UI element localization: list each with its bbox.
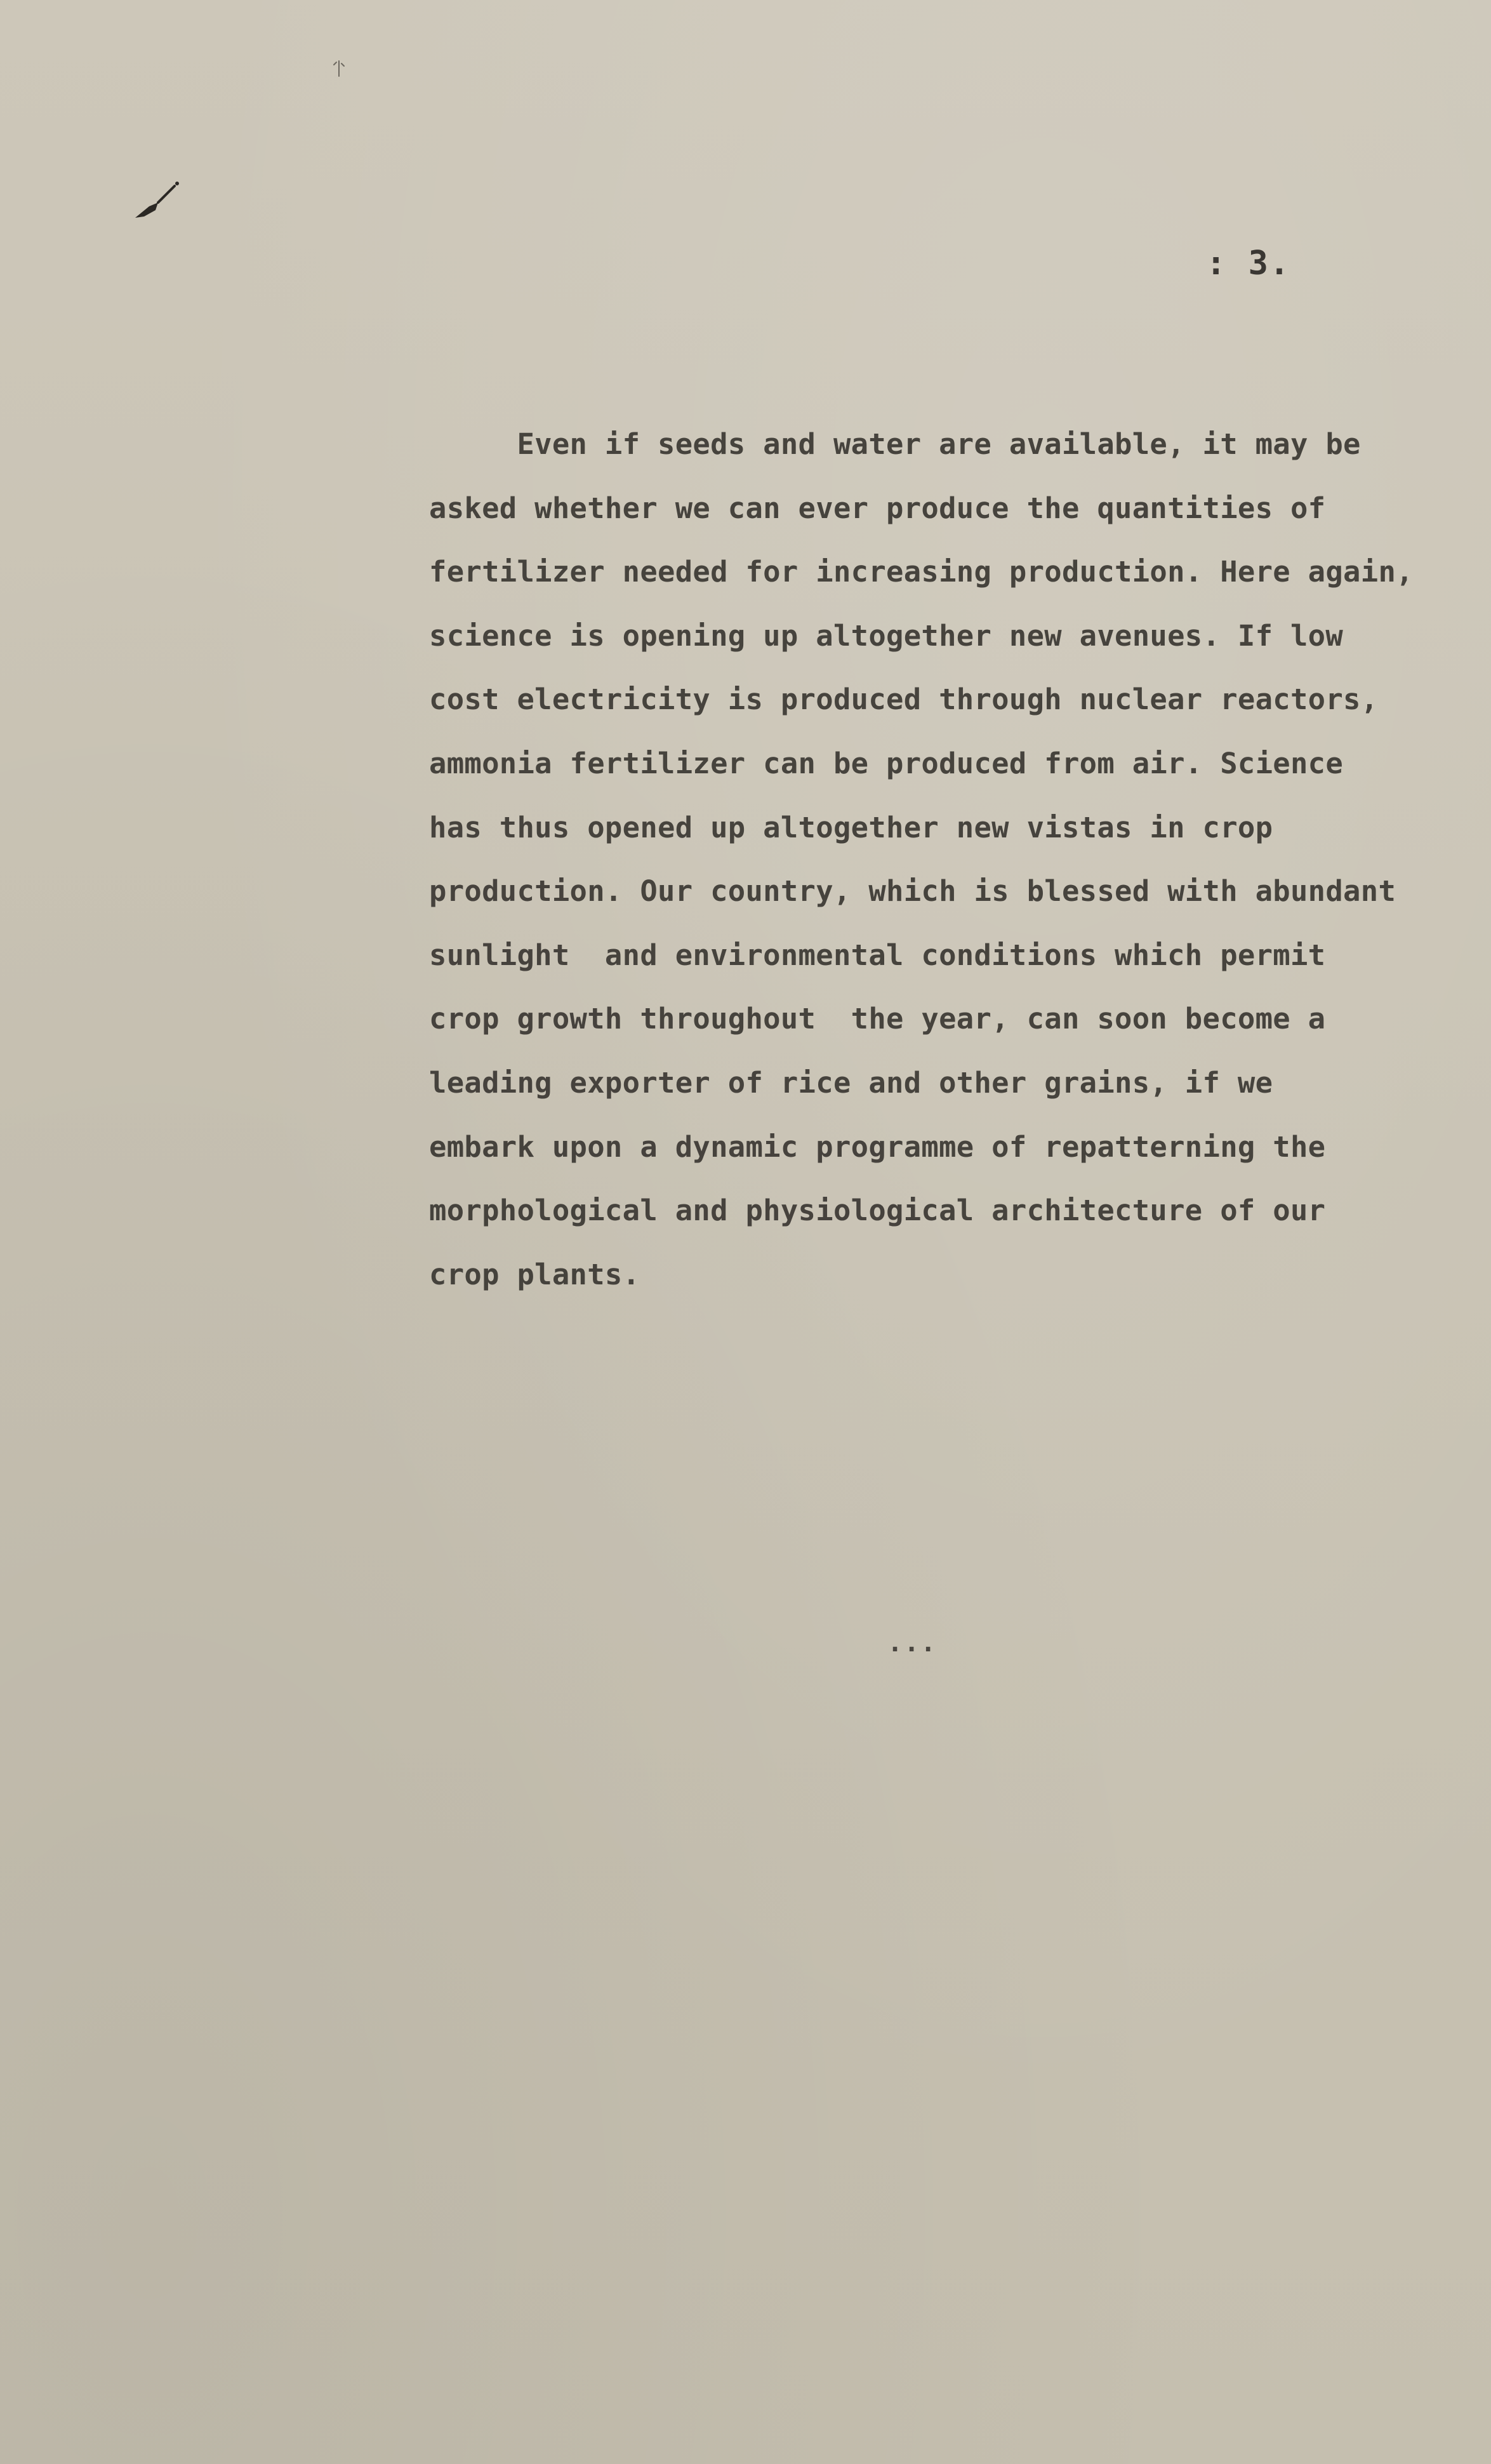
paragraph-line: crop growth throughout the year, can soon become a [429,1002,1326,1036]
paragraph-line: fertilizer needed for increasing production. Here again, [429,555,1414,589]
body-paragraph [429,413,1414,1307]
end-of-text-mark: ... [887,1628,938,1658]
paragraph-line: science is opening up altogether new avenues. If low [429,618,1344,653]
paragraph-line: cost electricity is produced through nuclear reactors, [429,683,1379,717]
paragraph-line: leading exporter of rice and other grains, if we [429,1065,1273,1100]
page-number: : 3. [1206,244,1291,283]
paragraph-line: sunlight and environmental conditions which permit [429,938,1326,972]
paragraph-line: production. Our country, which is blessed with abundant [429,874,1396,909]
paragraph-line: embark upon a dynamic programme of repatterning the [429,1129,1326,1164]
paragraph-line: asked whether we can ever produce the quantities of [429,491,1326,525]
paragraph-line: morphological and physiological architecture of our [429,1194,1326,1228]
paragraph-line: has thus opened up altogether new vistas in crop [429,810,1273,844]
ink-mark [130,175,187,225]
paragraph-line: Even if seeds and water are available, it may be [429,427,1361,461]
paper-speck [330,57,349,83]
paragraph-line: crop plants. [429,1257,640,1291]
paragraph-line: ammonia fertilizer can be produced from air. Science [429,746,1344,780]
